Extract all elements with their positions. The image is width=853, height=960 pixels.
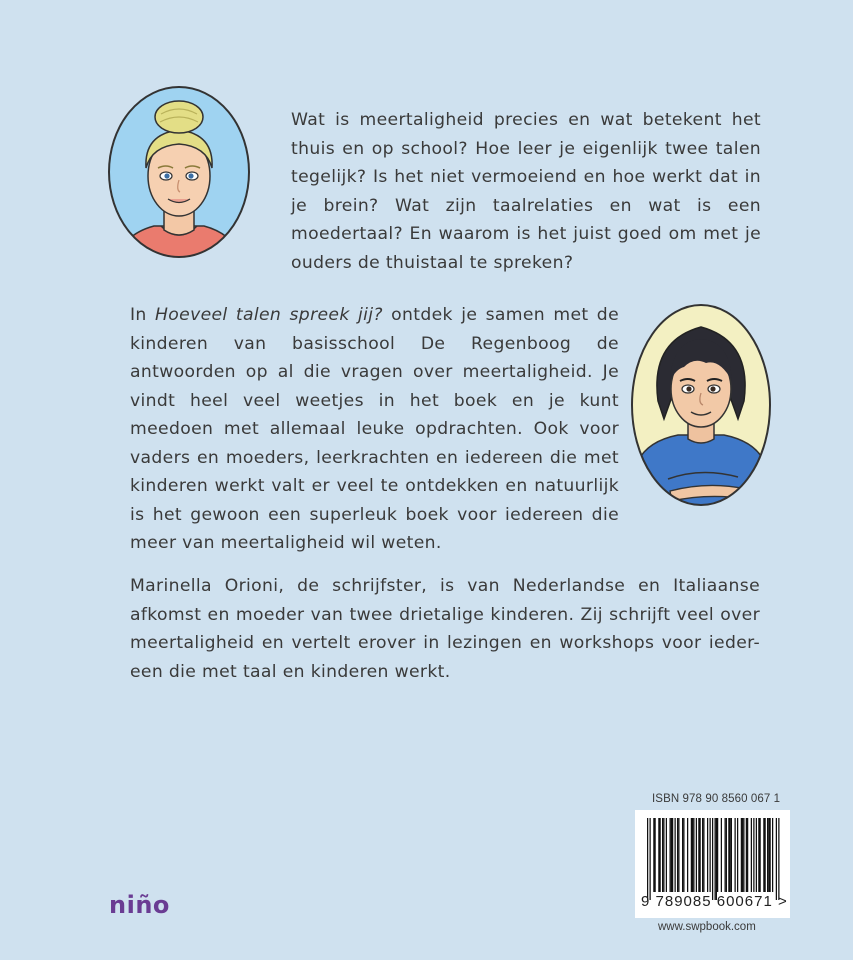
barcode-bar xyxy=(683,818,684,892)
barcode-bar xyxy=(700,818,701,892)
barcode-digits: 9 789085 600671 > xyxy=(641,893,788,910)
book-title: Hoeveel talen spreek jij? xyxy=(155,305,383,325)
barcode-bar xyxy=(763,818,764,892)
barcode-bar xyxy=(703,818,704,892)
barcode-bar xyxy=(735,818,736,892)
barcode-bar xyxy=(678,818,679,892)
barcode-bar xyxy=(650,818,651,900)
barcode-bar xyxy=(663,818,664,892)
barcode-bar xyxy=(728,818,729,892)
barcode-bar xyxy=(666,818,667,892)
isbn-label: ISBN 978 90 8560 067 1 xyxy=(652,793,781,805)
barcode-bar xyxy=(715,818,716,900)
barcode-bar xyxy=(772,818,773,892)
barcode-bar xyxy=(746,818,747,892)
barcode-bar xyxy=(682,818,683,892)
description-prefix: In xyxy=(130,305,155,325)
barcode-bar xyxy=(742,818,743,892)
barcode-bar xyxy=(670,818,671,892)
description-text: ontdek je samen met de kinderen van basisschool De Regenboog de antwoorden op al die vragen over meertaligheid. Je vindt heel veel weetjes in het boek en je kunt meedoen met allemaal leuke opdrachten. Ook voor vaders en moeders, leerkrachten en iedereen die met kinderen werkt valt er veel te ontdekken en natuurlijk is het gewoon een superleuk boek voor iedereen die meer van meertaligheid wil weten. xyxy=(130,305,619,553)
barcode-bar xyxy=(758,818,759,892)
barcode-bar xyxy=(731,818,732,892)
publisher-url: www.swpbook.com xyxy=(658,921,756,933)
barcode-bar xyxy=(677,818,678,892)
barcode-bar xyxy=(717,818,718,892)
barcode-bar xyxy=(647,818,648,900)
boy-portrait xyxy=(628,301,774,509)
barcode-bar xyxy=(710,818,711,892)
barcode-bar xyxy=(756,818,757,892)
publisher-logo: niño xyxy=(109,891,170,919)
barcode-bar xyxy=(671,818,672,892)
barcode-bar xyxy=(778,818,779,900)
intro-paragraph: Wat is meertaligheid precies en wat betekent het thuis en op school? Hoe leer je eigenlijk twee talen tegelijk? Is het niet vermoeiend en hoe werkt dat in je brein? Wat zijn taalrelaties en wat is een moedertaal? En waarom is het juist goed om met je ouders de thuistaal te spreken? xyxy=(291,110,761,273)
barcode-bar xyxy=(726,818,727,892)
barcode-bar xyxy=(658,818,659,892)
barcode-bar xyxy=(672,818,673,892)
barcode-bar xyxy=(741,818,742,892)
barcode-bar xyxy=(687,818,688,892)
barcode-bar xyxy=(693,818,694,892)
barcode-bar xyxy=(702,818,703,892)
barcode-bar xyxy=(725,818,726,892)
barcode-bar xyxy=(712,818,713,900)
barcode-bar xyxy=(760,818,761,892)
barcode-bar xyxy=(730,818,731,892)
girl-portrait xyxy=(106,84,252,260)
barcode-bar xyxy=(653,818,654,892)
barcode-bar xyxy=(768,818,769,892)
barcode-bar xyxy=(776,818,777,900)
barcode-bar xyxy=(716,818,717,900)
barcode-bar xyxy=(707,818,708,892)
barcode-bar xyxy=(747,818,748,892)
barcode-bar xyxy=(770,818,771,892)
barcode-bar xyxy=(675,818,676,892)
barcode-bar xyxy=(655,818,656,892)
barcode-bar xyxy=(737,818,738,892)
barcode-bar xyxy=(753,818,754,892)
barcode-bar xyxy=(691,818,692,892)
barcode-bar xyxy=(692,818,693,892)
author-bio-paragraph: Marinella Orioni, de schrijfster, is van Nederlandse en Italiaanse afkomst en moeder van twee drietalige kinderen. Zij schrijft veel over meertaligheid en vertelt erover in lezingen en workshops voor ieder-een die met taal en kinderen werkt. xyxy=(130,576,760,682)
barcode-bar xyxy=(765,818,766,892)
barcode-bar xyxy=(751,818,752,892)
description-paragraph xyxy=(130,301,619,558)
barcode-bar xyxy=(660,818,661,892)
barcode-bar xyxy=(767,818,768,892)
barcode-bar xyxy=(721,818,722,892)
barcode-bar xyxy=(743,818,744,892)
barcode-bar xyxy=(698,818,699,892)
barcode-bar xyxy=(696,818,697,892)
barcode-bar xyxy=(662,818,663,892)
